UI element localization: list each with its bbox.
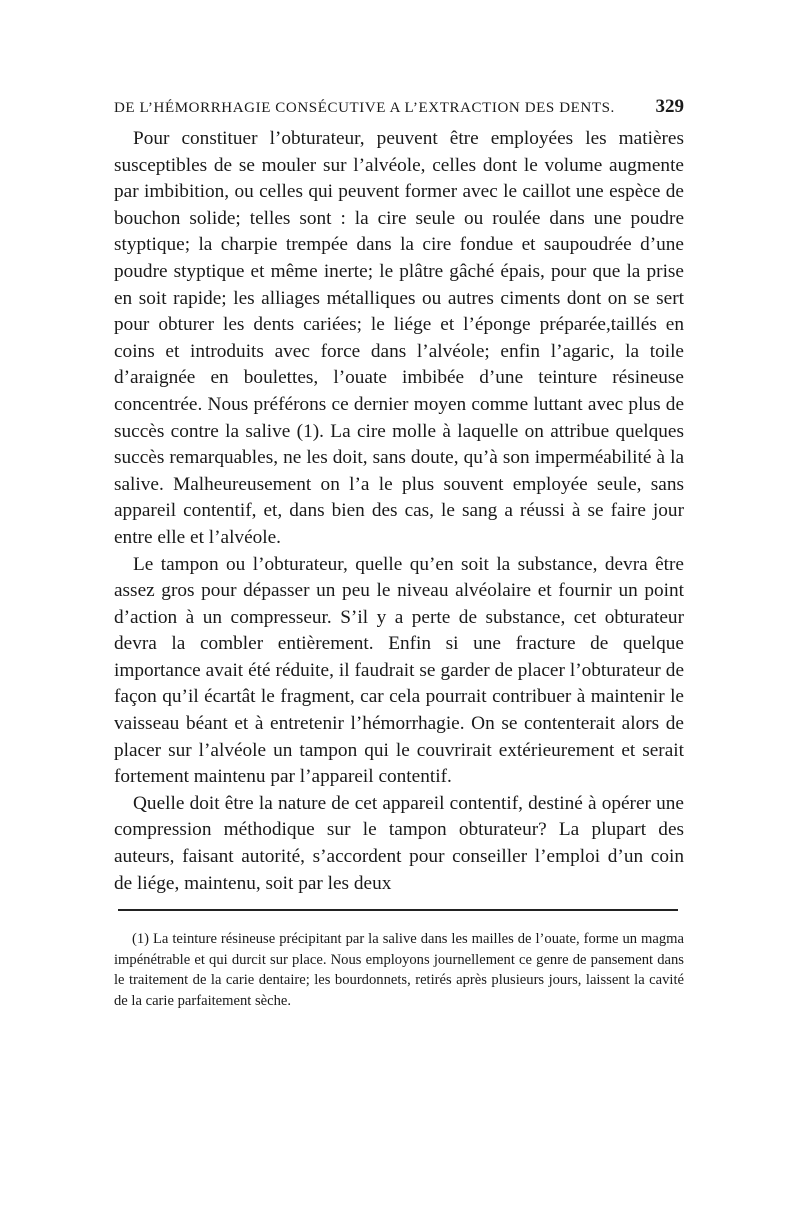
page-number: 329 bbox=[655, 96, 684, 117]
running-head-title: DE L’HÉMORRHAGIE CONSÉCUTIVE A L’EXTRACTION DES DENTS. bbox=[114, 100, 615, 116]
paragraph: Pour constituer l’obturateur, peuvent être employées les matières susceptibles de se mouler sur l’alvéole, celles dont le volume augmente par imbibition, ou celles qui peuvent former avec le caillot une espèce de bouchon solide; telles sont : la cire seule ou roulée dans une poudre styptique; la charpie trempée dans la cire fondue et saupoudrée d’une poudre styptique et même inerte; le plâtre gâché épais, pour que la prise en soit rapide; les alliages métalliques ou autres ciments dont on se sert pour obturer les dents cariées; le liége et l’éponge préparée,taillés en coins et introduits avec force dans l’alvéole; enfin l’agaric, la toile d’araignée en boulettes, l’ouate imbibée d’une teinture résineuse concentrée. Nous préférons ce dernier moyen comme luttant avec plus de succès contre la salive (1). La cire molle à laquelle on attribue quelques succès remarquables, ne les doit, sans doute, qu’à son imperméabilité à la salive. Malheureusement on l’a le plus souvent employée seule, sans appareil contentif, et, dans bien des cas, le sang a réussi à se faire jour entre elle et l’alvéole. bbox=[114, 128, 684, 548]
book-page bbox=[114, 96, 684, 1026]
footnote-divider bbox=[118, 909, 678, 911]
paragraph: Quelle doit être la nature de cet appareil contentif, destiné à opérer une compression méthodique sur le tampon obturateur? La plupart des auteurs, faisant autorité, s’accordent pour conseiller l’emploi d’un coin de liége, maintenu, soit par les deux bbox=[114, 792, 684, 894]
footnote: (1) La teinture résineuse précipitant par la salive dans les mailles de l’ouate, forme un magma impénétrable et qui durcit sur place. Nous employons journellement ce genre de pansement dans le traitement de la carie dentaire; les bourdonnets, retirés après plusieurs jours, laissent la cavité de la carie parfaitement sèche. bbox=[114, 931, 684, 1009]
running-head bbox=[114, 96, 684, 126]
body-text bbox=[114, 126, 684, 897]
paragraph: Le tampon ou l’obturateur, quelle qu’en soit la substance, devra être assez gros pour dépasser un peu le niveau alvéolaire et fournir un point d’action à un compresseur. S’il y a perte de substance, cet obturateur devra la combler entièrement. Enfin si une fracture de quelque importance avait été réduite, il faudrait se garder de placer l’obturateur de façon qu’il écartât le fragment, car cela pourrait contribuer à maintenir le vaisseau béant et à entretenir l’hémorrhagie. On se contenterait alors de placer sur l’alvéole un tampon qui le couvrirait extérieurement et serait fortement maintenu par l’appareil contentif. bbox=[114, 553, 684, 788]
